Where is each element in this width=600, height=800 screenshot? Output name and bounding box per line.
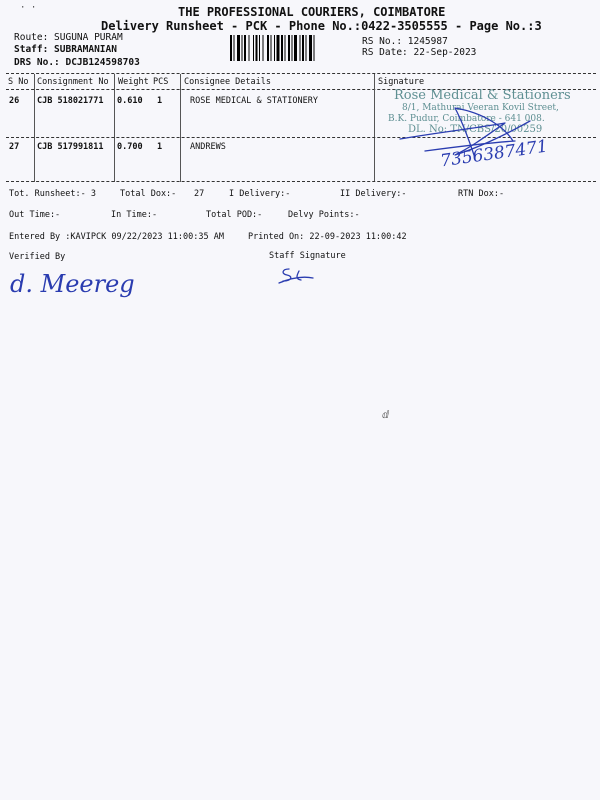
row-consignee: ROSE MEDICAL & STATIONERY bbox=[190, 96, 318, 106]
barcode-bar bbox=[288, 35, 290, 61]
barcode-bar bbox=[285, 35, 286, 61]
barcode-bar bbox=[267, 35, 269, 61]
runsheet-subtitle: Delivery Runsheet - PCK - Phone No.:0422-3505555 - Page No.:3 bbox=[101, 19, 542, 33]
barcode-bar bbox=[277, 35, 280, 61]
barcode-bar bbox=[271, 35, 272, 61]
row-weight: 0.700 bbox=[117, 142, 143, 152]
barcode-bar bbox=[306, 35, 307, 61]
row-weight: 0.610 bbox=[117, 96, 143, 106]
rs-date: RS Date: 22-Sep-2023 bbox=[362, 47, 477, 58]
col-weight: Weight bbox=[118, 77, 149, 87]
barcode-bar bbox=[274, 35, 275, 61]
col-pcs: PCS bbox=[153, 77, 169, 87]
verified-by-label: Verified By bbox=[9, 252, 66, 262]
barcode-bar bbox=[242, 35, 243, 61]
total-dox-value: 27 bbox=[194, 189, 205, 199]
col-sno: S No bbox=[8, 77, 29, 87]
row-sno: 27 bbox=[9, 142, 20, 152]
staff-signature-label: Staff Signature bbox=[269, 251, 346, 261]
row-consignment: CJB 518021771 bbox=[37, 96, 104, 106]
stamp-address-2: B.K. Pudur, Coimbatore - 641 008. bbox=[388, 114, 545, 124]
barcode-bar bbox=[281, 35, 283, 61]
row-pcs: 1 bbox=[157, 142, 163, 152]
in-time: In Time:- bbox=[111, 210, 158, 220]
stamp-address-1: 8/1, Mathurai Veeran Kovil Street, bbox=[402, 103, 559, 113]
barcode-bar bbox=[234, 35, 235, 61]
entered-by: Entered By :KAVIPCK 09/22/2023 11:00:35 AM bbox=[9, 232, 224, 242]
barcode-bar bbox=[249, 35, 250, 61]
rs-number: RS No.: 1245987 bbox=[362, 36, 448, 47]
total-runsheet: Tot. Runsheet:- 3 bbox=[9, 189, 96, 199]
drs-number: DRS No.: DCJB124598703 bbox=[14, 57, 140, 68]
printed-on: Printed On: 22-09-2023 11:00:42 bbox=[248, 232, 407, 242]
barcode-bar bbox=[253, 35, 254, 61]
barcode-bar bbox=[300, 35, 301, 61]
stamp-name: Rose Medical & Stationers bbox=[394, 88, 571, 103]
out-time: Out Time:- bbox=[9, 210, 61, 220]
delvy-points: Delvy Points:- bbox=[288, 210, 360, 220]
barcode-bar bbox=[256, 35, 258, 61]
rtn-dox: RTN Dox:- bbox=[458, 189, 505, 199]
barcode-bar bbox=[259, 35, 260, 61]
total-dox-label: Total Dox:- bbox=[120, 189, 177, 199]
barcode bbox=[230, 35, 354, 61]
col-signature: Signature bbox=[378, 77, 425, 87]
i-delivery: I Delivery:- bbox=[229, 189, 291, 199]
barcode-bar bbox=[244, 35, 246, 61]
barcode-bar bbox=[314, 35, 315, 61]
company-title: THE PROFESSIONAL COURIERS, COIMBATORE bbox=[178, 5, 446, 19]
stamp-license: DL. No: TN/CBS/20/00259 bbox=[408, 124, 543, 135]
row-pcs: 1 bbox=[157, 96, 163, 106]
speck-mark: ⅆ bbox=[382, 410, 390, 421]
handwritten-phone: 7356387471 bbox=[439, 136, 550, 172]
verified-by-signature: d. Meereg bbox=[10, 270, 135, 298]
barcode-bar bbox=[237, 35, 240, 61]
col-consignee: Consignee Details bbox=[184, 77, 271, 87]
col-consignment: Consignment No bbox=[37, 77, 109, 87]
barcode-bar bbox=[302, 35, 304, 61]
route-label: Route: SUGUNA PURAM bbox=[14, 32, 123, 43]
staff-signature bbox=[277, 266, 327, 286]
barcode-bar bbox=[309, 35, 312, 61]
barcode-bar bbox=[230, 35, 232, 61]
barcode-bar bbox=[292, 35, 293, 61]
barcode-bar bbox=[294, 35, 297, 61]
speck-mark: · · bbox=[20, 3, 37, 13]
row-consignee: ANDREWS bbox=[190, 142, 226, 152]
barcode-bar bbox=[263, 35, 264, 61]
staff-label: Staff: SUBRAMANIAN bbox=[14, 44, 117, 55]
ii-delivery: II Delivery:- bbox=[340, 189, 407, 199]
row-consignment: CJB 517991811 bbox=[37, 142, 104, 152]
total-pod: Total POD:- bbox=[206, 210, 263, 220]
row-sno: 26 bbox=[9, 96, 20, 106]
